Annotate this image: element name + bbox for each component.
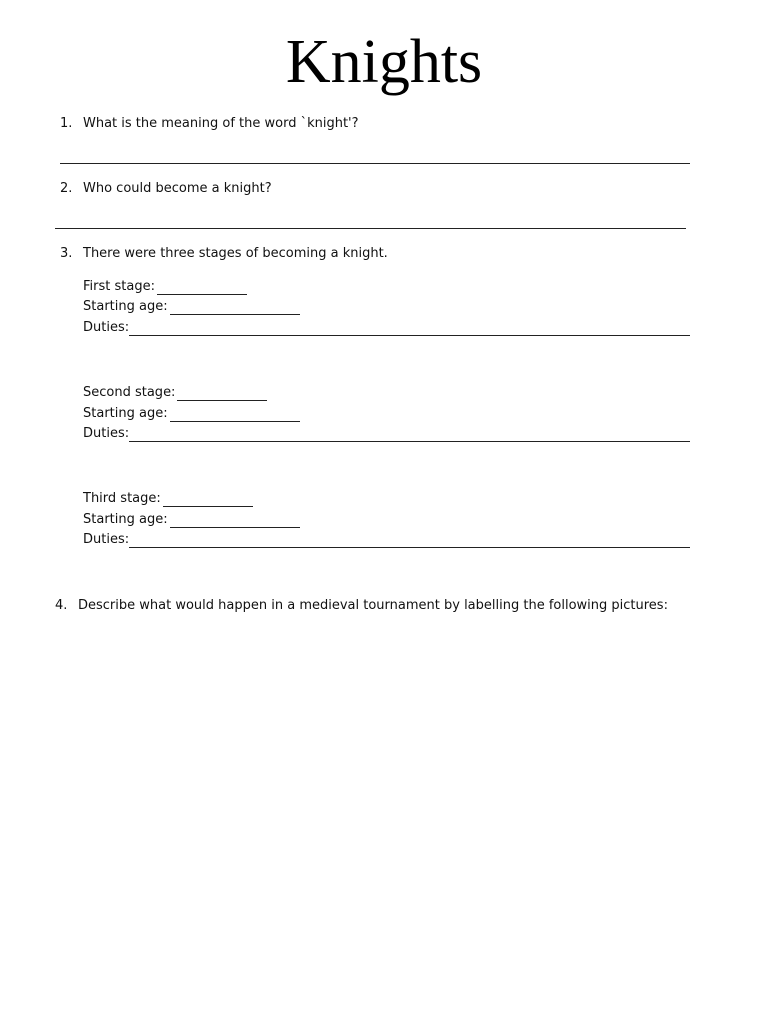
- question-2-text: Who could become a knight?: [83, 181, 272, 196]
- stage-2-age-label: Starting age:: [83, 406, 168, 421]
- stage-2-field: [83, 385, 267, 401]
- page-title: Knights: [285, 28, 483, 96]
- stage-3-duties-label: Duties:: [83, 532, 130, 547]
- stage-3-field: [83, 491, 253, 507]
- stage-3-blank[interactable]: [163, 494, 253, 507]
- question-4-text: Describe what would happen in a medieval tournament by labelling the following pictures:: [78, 598, 668, 613]
- stage-2-duties-blank[interactable]: [129, 429, 690, 442]
- question-4-number: 4.: [55, 598, 68, 613]
- stage-1-duties-label: Duties:: [83, 320, 130, 335]
- stage-2-blank[interactable]: [177, 388, 267, 401]
- stage-1-age-field: [83, 299, 300, 315]
- question-1-text: What is the meaning of the word `knight'?: [83, 116, 359, 131]
- stage-1-duties-blank[interactable]: [129, 323, 690, 336]
- stage-1-age-label: Starting age:: [83, 299, 168, 314]
- stage-2-duties-label: Duties:: [83, 426, 130, 441]
- stage-2-duties-field: [83, 426, 690, 442]
- stage-3-age-label: Starting age:: [83, 512, 168, 527]
- stage-2-label: Second stage:: [83, 385, 176, 400]
- question-1-number: 1.: [60, 116, 73, 131]
- stage-3-duties-field: [83, 532, 690, 548]
- stage-1-duties-field: [83, 320, 690, 336]
- stage-1-blank[interactable]: [157, 282, 247, 295]
- stage-3-duties-blank[interactable]: [129, 535, 690, 548]
- question-2-number: 2.: [60, 181, 73, 196]
- question-1-answer-line[interactable]: [60, 163, 690, 164]
- stage-3-age-field: [83, 512, 300, 528]
- stage-3-age-blank[interactable]: [170, 515, 300, 528]
- stage-1-age-blank[interactable]: [170, 302, 300, 315]
- stage-1-label: First stage:: [83, 279, 155, 294]
- stage-1-field: [83, 279, 247, 295]
- stage-3-label: Third stage:: [83, 491, 161, 506]
- question-3-number: 3.: [60, 246, 73, 261]
- stage-2-age-field: [83, 406, 300, 422]
- stage-2-age-blank[interactable]: [170, 409, 300, 422]
- question-3-text: There were three stages of becoming a knight.: [83, 246, 388, 261]
- question-2-answer-line[interactable]: [55, 228, 686, 229]
